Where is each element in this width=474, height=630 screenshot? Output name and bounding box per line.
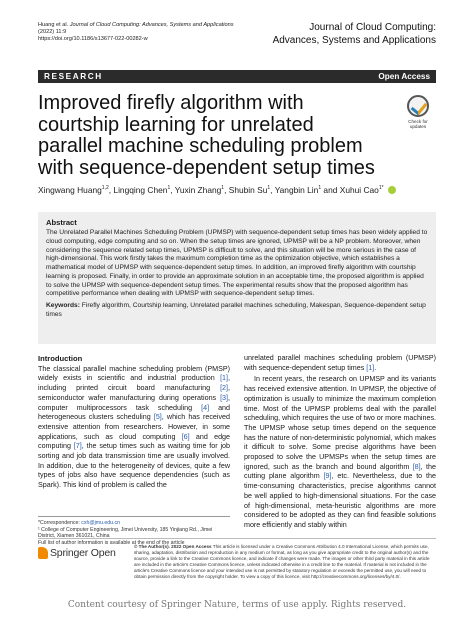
author-info-note: Full list of author information is available at the end of the article — [38, 539, 185, 546]
doi-link[interactable]: https://doi.org/10.1186/s13677-022-00282-w — [38, 36, 148, 43]
springer-open-logo: Springer Open — [38, 547, 130, 561]
author-name[interactable]: Yuxin Zhang — [174, 184, 222, 195]
article-type: RESEARCH — [44, 71, 103, 81]
paragraph: In recent years, the research on UPMSP and its variants has received extensive attention. In UPMSP, the objective of optimization is usually to minimize the maximum completion time. Most of the UPMSP problems deal with the parallel scheduling, which requires the use of two or more machines. The UPMSP whose setup times depend on the sequence has the nature of non-deterministic polynomial, which makes it difficult to solve. Some precise algorithms have been proposed to solve the UPMSPs when the setup times are ignored, such as the branch and bound algorithm [8], the cutting plane algorithm [9], etc. Nevertheless, due to the time-consuming characteristics, precise algorithms cannot be well applied to high-dimensional situations. For the case of high-dimensional, meta-heuristic algorithms are more considered to be adopted as they can find feasible solutions more efficiently and stably within — [244, 375, 436, 529]
license-text: © The Author(s). 2022 Open Access This article is licensed under a Creative Commons Attribution 4.0 International License, which permits use, sharing, adaptation, distribution and reproduction in any medium or format, as long as you give appropriate credit to the original author(s) and the source, provide a link to the Creative Commons licence, and indicate if changes were made. The images or other third party material in this article are included in the article's Creative Commons licence, unless indicated otherwise in a credit line to the material. If material is not included in the article's Creative Commons licence and your intended use is not permitted by statutory regulation or exceeds the permitted use, you will need to obtain permission directly from the copyright holder. To view a copy of this licence, visit http://creativecommons.org/licenses/by/4.0/. — [134, 544, 430, 579]
author-list: Xingwang Huang$^{1,2}$, Lingqing Chen$^1$, Yuxin Zhang$^1$, Shubin Su$^1$, Yangbin Lin$^1$ and Xuhui Cao$^{1*}$ — [38, 183, 438, 196]
citation-link[interactable]: [9] — [323, 472, 332, 481]
footnotes: *Correspondence: cxh@jmu.edu.cn ¹ College of Computer Engineering, Jimei University, 185 Yinjiang Rd., Jimei District, Xiamen 361021, China Full list of author information is available at the end of the article — [38, 516, 230, 546]
section-heading-introduction: Introduction — [38, 354, 83, 363]
springer-horse-icon — [38, 547, 48, 559]
abstract-text: The Unrelated Parallel Machines Scheduling Problem (UPMSP) with sequence-dependent setup times has been widely applied to cloud computing, edge computing and so on. When the setup times are ignored, UPMSP will be a NP problem. Moreover, when considering the sequence related setup times, UPMSP is difficult to solve, and this situation will be more serious in the case of high-dimensional. This work firstly takes the maximum completion time as the optimization objective, which establishes a mathematical model of UPMSP with sequence-dependent setup times. In addition, an improved firefly algorithm with courtship learning is proposed. Finally, in order to provide an approximate solution in an acceptable time, the proposed algorithm is applied to solve the UPMSP with sequence-dependent setup times. The experimental results show that the proposed algorithm has competitive performance when dealing with UPMSP with sequence-dependent setup times. — [46, 229, 428, 298]
page-header — [38, 22, 436, 62]
author-name[interactable]: Lingqing Chen — [113, 184, 168, 195]
citation-link[interactable]: [1] — [220, 374, 229, 383]
check-for-updates-button[interactable]: Check for updates — [402, 95, 434, 133]
courtesy-watermark: Content courtesy of Springer Nature, terms of use apply. Rights reserved. — [67, 600, 407, 610]
article-title: Improved firefly algorithm with courtship learning for unrelated parallel machine scheduling problem with sequence-dependent setup times — [38, 92, 375, 179]
citation-link[interactable]: [3] — [220, 393, 229, 402]
affiliation: ¹ College of Computer Engineering, Jimei University, 185 Yinjiang Rd., Jimei District, Xiamen 361021, China — [38, 526, 213, 540]
check-updates-icon — [407, 95, 429, 117]
keywords: Keywords: Firefly algorithm, Courtship learning, Unrelated parallel machines scheduling, Makespan, Sequence-dependent setup times — [46, 302, 426, 318]
author-name[interactable]: Shubin Su — [228, 184, 268, 195]
open-access-label: Open Access — [378, 71, 430, 81]
author-name[interactable]: Yangbin Lin — [274, 184, 319, 195]
citation-link[interactable]: [5] — [153, 413, 162, 422]
citation-link[interactable]: [8] — [412, 462, 421, 471]
author-name[interactable]: Xuhui Cao — [339, 184, 379, 195]
license-section — [38, 538, 436, 593]
correspondence-email[interactable]: cxh@jmu.edu.cn — [81, 520, 120, 526]
abstract-box — [38, 212, 436, 344]
article-type-bar — [38, 70, 436, 83]
citation-link[interactable]: [4] — [201, 403, 210, 412]
journal-title: Journal of Cloud Computing: Advances, Systems and Applications — [272, 22, 436, 46]
citation: Huang et al. Journal of Cloud Computing: Advances, Systems and Applications (2022) 11:9 https://doi.org/10.1186/s13677-022-00282-w — [38, 22, 234, 43]
citation-link[interactable]: [2] — [220, 384, 229, 393]
author-name[interactable]: Xingwang Huang — [38, 184, 102, 195]
paragraph: unrelated parallel machines scheduling problem (UPMSP) with sequence-dependent setup times [1]. — [244, 354, 436, 372]
citation-link[interactable]: [1] — [366, 363, 375, 372]
body-column-right — [244, 354, 436, 533]
abstract-heading: Abstract — [46, 218, 77, 227]
body-column-left — [38, 354, 230, 493]
paragraph: The classical parallel machine scheduling problem (PMSP) widely exists in scientific and industrial production [1], including printed circuit board manufacturing [2], semiconductor wafer manufacturing during operations [3], computer multiprocessors task scheduling [4] and heterogeneous clusters scheduling [5], which has received extensive attention from researchers. However, in some applications, such as cloud computing [6] and edge computing [7], the setup times such as waiting time for job sorting and job data transmission time are usually involved. In addition, due to the heterogeneity of devices, quite a few types of jobs also have sequence dependencies (such as Spark). This kind of problem is called the — [38, 364, 231, 490]
citation-link[interactable]: [7] — [73, 442, 82, 451]
orcid-icon[interactable] — [388, 186, 396, 194]
citation-link[interactable]: [6] — [181, 432, 190, 441]
